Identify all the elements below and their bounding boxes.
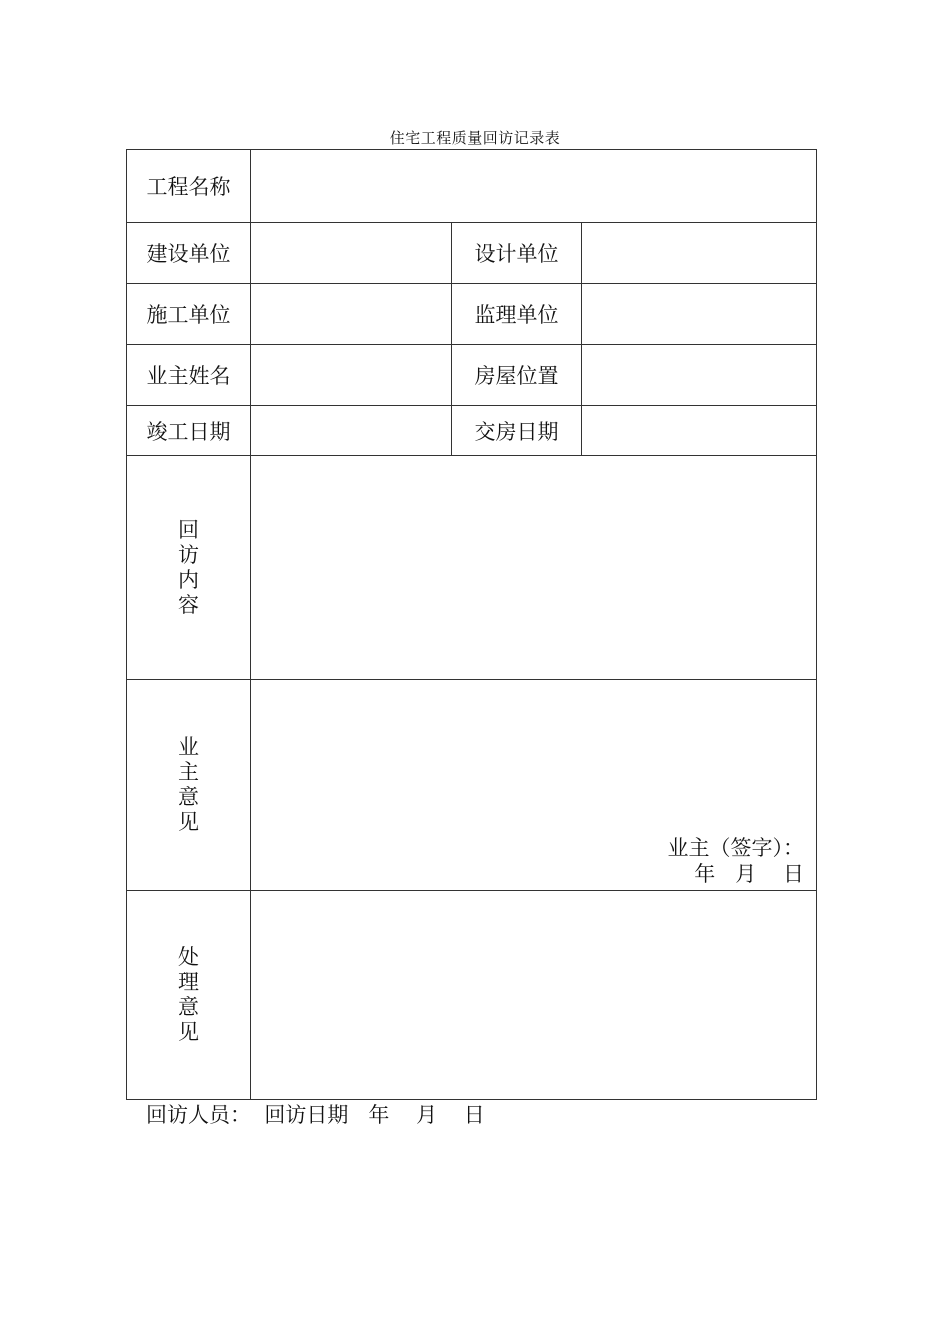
row-construction-design xyxy=(127,223,817,284)
construction-unit-field[interactable] xyxy=(251,223,452,284)
row-owner-opinion xyxy=(127,680,817,891)
visit-record-table xyxy=(126,149,817,1100)
handover-date-label: 交房日期 xyxy=(452,406,582,456)
visit-content-label-cell xyxy=(127,456,251,680)
row-dates xyxy=(127,406,817,456)
handover-date-field[interactable] xyxy=(582,406,817,456)
row-contractor-supervisor xyxy=(127,284,817,345)
row-handling-opinion xyxy=(127,891,817,1100)
design-unit-label: 设计单位 xyxy=(452,223,582,284)
row-project-name xyxy=(127,150,817,223)
supervision-unit-field[interactable] xyxy=(582,284,817,345)
contractor-unit-label: 施工单位 xyxy=(127,284,251,345)
completion-date-label: 竣工日期 xyxy=(127,406,251,456)
owner-date-label: 年 月 日 xyxy=(694,862,805,886)
row-owner-location xyxy=(127,345,817,406)
owner-opinion-label-cell xyxy=(127,680,251,891)
house-location-label: 房屋位置 xyxy=(452,345,582,406)
visit-content-label: 回访内容 xyxy=(178,517,199,617)
form-title: 住宅工程质量回访记录表 xyxy=(389,129,561,147)
handling-opinion-field[interactable] xyxy=(251,891,817,1100)
owner-name-field[interactable] xyxy=(251,345,452,406)
completion-date-field[interactable] xyxy=(251,406,452,456)
construction-unit-label: 建设单位 xyxy=(127,223,251,284)
owner-opinion-label: 业主意见 xyxy=(178,735,199,834)
owner-opinion-field[interactable] xyxy=(251,680,817,891)
handling-opinion-label: 处理意见 xyxy=(178,945,199,1044)
visit-content-field[interactable] xyxy=(251,456,817,680)
design-unit-field[interactable] xyxy=(582,223,817,284)
visitor-footer: 回访人员： 回访日期 年 月 日 xyxy=(146,1103,485,1127)
owner-signature-label: 业主（签字）： xyxy=(667,836,805,860)
project-name-label: 工程名称 xyxy=(127,150,251,223)
house-location-field[interactable] xyxy=(582,345,817,406)
contractor-unit-field[interactable] xyxy=(251,284,452,345)
supervision-unit-label: 监理单位 xyxy=(452,284,582,345)
owner-name-label: 业主姓名 xyxy=(127,345,251,406)
row-visit-content xyxy=(127,456,817,680)
handling-opinion-label-cell xyxy=(127,891,251,1100)
project-name-field[interactable] xyxy=(251,150,817,223)
